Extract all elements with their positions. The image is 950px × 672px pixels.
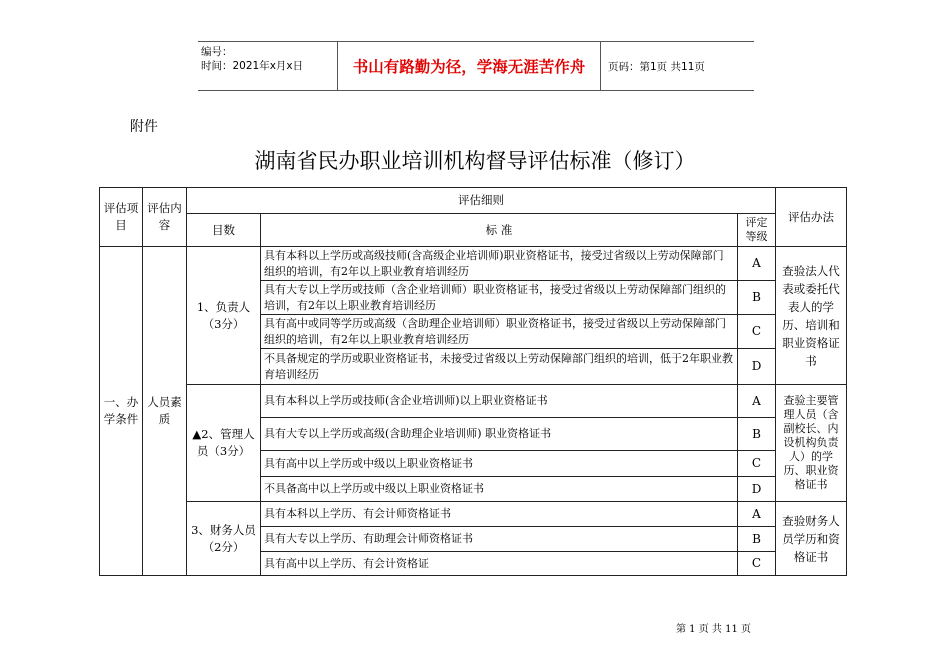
standard-cell: 具有高中以上学历、有会计资格证 bbox=[261, 552, 738, 576]
standard-cell: 具有大专以上学历或高级(含助理企业培训师) 职业资格证书 bbox=[261, 418, 738, 451]
document-title: 湖南省民办职业培训机构督导评估标准（修订） bbox=[254, 149, 696, 173]
header-content: 评估内容 bbox=[143, 188, 187, 247]
standard-cell: 具有高中以上学历或中级以上职业资格证书 bbox=[261, 451, 738, 477]
motto: 书山有路勤为径，学海无涯苦作舟 bbox=[337, 42, 601, 90]
evaluation-table bbox=[99, 187, 847, 576]
standard-cell: 具有本科以上学历或高级技师(含高级企业培训师)职业资格证书，接受过省级以上劳动保障部门组织的培训，有2年以上职业教育培训经历 bbox=[261, 247, 738, 281]
grade-cell: B bbox=[738, 527, 776, 552]
section-cell: 一、办学条件 bbox=[100, 247, 143, 576]
standard-cell: 不具备规定的学历或职业资格证书，未接受过省级以上劳动保障部门组织的培训，低于2年职业教育培训经历 bbox=[261, 349, 738, 385]
grade-cell: D bbox=[738, 477, 776, 502]
time-label: 时间：2021年x月x日 bbox=[201, 60, 304, 72]
item-cell: ▲2、管理人员（3分） bbox=[187, 385, 261, 502]
header-grade: 评定等级 bbox=[738, 214, 776, 247]
item-cell: 3、财务人员（2分） bbox=[187, 502, 261, 576]
standard-cell: 具有高中或同等学历或高级（含助理企业培训师）职业资格证书，接受过省级以上劳动保障部门组织的培训，有2年以上职业教育培训经历 bbox=[261, 315, 738, 349]
standard-cell: 具有本科以上学历或技师(含企业培训师)以上职业资格证书 bbox=[261, 385, 738, 418]
header-standard: 标 准 bbox=[261, 214, 738, 247]
method-cell: 查验法人代表或委托代表人的学历、培训和职业资格证书 bbox=[776, 247, 847, 385]
standard-cell: 具有大专以上学历或技师（含企业培训师）职业资格证书，接受过省级以上劳动保障部门组织的培训，有2年以上职业教育培训经历 bbox=[261, 281, 738, 315]
grade-cell: B bbox=[738, 418, 776, 451]
header-meta bbox=[201, 45, 303, 73]
standard-cell: 不具备高中以上学历或中级以上职业资格证书 bbox=[261, 477, 738, 502]
item-cell: 1、负责人（3分） bbox=[187, 247, 261, 385]
page-footer: 第 1 页 共 11 页 bbox=[676, 624, 751, 635]
method-cell: 查验财务人员学历和资格证书 bbox=[776, 502, 847, 576]
grade-cell: A bbox=[738, 247, 776, 281]
header-method: 评估办法 bbox=[776, 188, 847, 247]
method-cell: 查验主要管理人员（含副校长、内设机构负责人）的学历、职业资格证书 bbox=[776, 385, 847, 502]
standard-cell: 具有大专以上学历、有助理会计师资格证书 bbox=[261, 527, 738, 552]
attachment-label: 附件 bbox=[130, 119, 158, 135]
content-cell: 人员素质 bbox=[143, 247, 187, 576]
grade-cell: C bbox=[738, 451, 776, 477]
page-header bbox=[198, 41, 754, 91]
header-items: 目数 bbox=[187, 214, 261, 247]
grade-cell: C bbox=[738, 315, 776, 349]
standard-cell: 具有本科以上学历、有会计师资格证书 bbox=[261, 502, 738, 527]
grade-cell: A bbox=[738, 502, 776, 527]
header-item: 评估项目 bbox=[100, 188, 143, 247]
page-label: 页码：第1页 共11页 bbox=[608, 61, 705, 73]
grade-cell: B bbox=[738, 281, 776, 315]
header-details: 评估细则 bbox=[187, 188, 776, 214]
number-label: 编号： bbox=[201, 46, 233, 58]
grade-cell: D bbox=[738, 349, 776, 385]
grade-cell: A bbox=[738, 385, 776, 418]
grade-cell: C bbox=[738, 552, 776, 576]
